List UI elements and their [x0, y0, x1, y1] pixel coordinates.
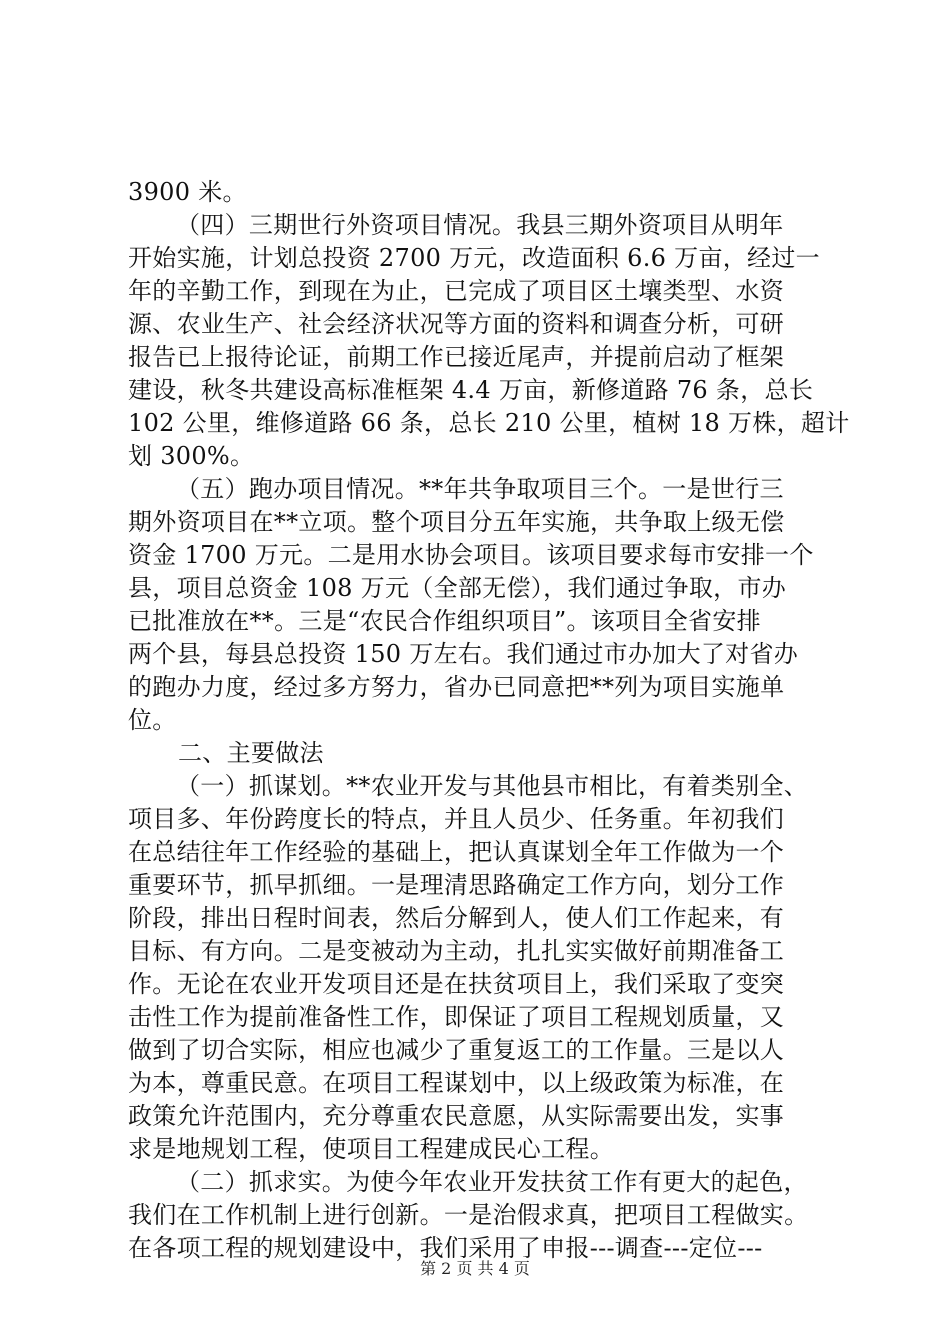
section-heading-main-practices: 二、主要做法 [178, 739, 324, 767]
section-5-heading-line: （五）跑办项目情况。**年共争取项目三个。一是世行三 [176, 475, 784, 503]
subsection-1-heading-line: （一）抓谋划。**农业开发与其他县市相比，有着类别全、 [176, 772, 809, 800]
text-line: 项目多、年份跨度长的特点，并且人员少、任务重。年初我们 [128, 805, 785, 833]
text-line: 作。无论在农业开发项目还是在扶贫项目上，我们采取了变突 [128, 970, 785, 998]
text-line: 阶段，排出日程时间表，然后分解到人，使人们工作起来，有 [128, 904, 785, 932]
text-line: 年的辛勤工作，到现在为止，已完成了项目区土壤类型、水资 [128, 277, 785, 305]
text-line: 3900 米。 [128, 178, 247, 206]
section-4-heading-line: （四）三期世行外资项目情况。我县三期外资项目从明年 [176, 211, 784, 239]
text-line: 期外资项目在**立项。整个项目分五年实施，共争取上级无偿 [128, 508, 785, 536]
text-line: 在各项工程的规划建设中，我们采用了申报---调查---定位--- [128, 1234, 763, 1262]
text-line: 开始实施，计划总投资 2700 万元，改造面积 6.6 万亩，经过一 [128, 244, 820, 272]
text-line: 在总结往年工作经验的基础上，把认真谋划全年工作做为一个 [128, 838, 785, 866]
text-line: 击性工作为提前准备性工作，即保证了项目工程规划质量，又 [128, 1003, 785, 1031]
text-line: 目标、有方向。二是变被动为主动，扎扎实实做好前期准备工 [128, 937, 785, 965]
document-body [128, 176, 850, 1265]
text-line: 102 公里，维修道路 66 条，总长 210 公里，植树 18 万株，超计 [128, 409, 850, 437]
text-line: 位。 [128, 706, 177, 734]
text-line: 政策允许范围内，充分尊重农民意愿，从实际需要出发，实事 [128, 1102, 785, 1130]
text-line: 重要环节，抓早抓细。一是理清思路确定工作方向，划分工作 [128, 871, 785, 899]
text-line: 求是地规划工程，使项目工程建成民心工程。 [128, 1135, 614, 1163]
text-line: 为本，尊重民意。在项目工程谋划中，以上级政策为标准，在 [128, 1069, 785, 1097]
text-line: 源、农业生产、社会经济状况等方面的资料和调查分析，可研 [128, 310, 785, 338]
text-line: 做到了切合实际，相应也减少了重复返工的工作量。三是以人 [128, 1036, 785, 1064]
text-line: 已批准放在**。三是“农民合作组织项目”。该项目全省安排 [128, 607, 761, 635]
page-number-footer: 第 2 页 共 4 页 [420, 1259, 530, 1278]
text-line: 报告已上报待论证，前期工作已接近尾声，并提前启动了框架 [128, 343, 785, 371]
text-line: 两个县，每县总投资 150 万左右。我们通过市办加大了对省办 [128, 640, 799, 668]
text-line: 资金 1700 万元。二是用水协会项目。该项目要求每市安排一个 [128, 541, 814, 569]
text-line: 县，项目总资金 108 万元（全部无偿），我们通过争取，市办 [128, 574, 787, 602]
text-line: 划 300%。 [128, 442, 255, 470]
text-line: 我们在工作机制上进行创新。一是治假求真，把项目工程做实。 [128, 1201, 809, 1229]
subsection-2-heading-line: （二）抓求实。为使今年农业开发扶贫工作有更大的起色， [176, 1168, 808, 1196]
text-line: 的跑办力度，经过多方努力，省办已同意把**列为项目实施单 [128, 673, 785, 701]
text-line: 建设，秋冬共建设高标准框架 4.4 万亩，新修道路 76 条，总长 [128, 376, 814, 404]
